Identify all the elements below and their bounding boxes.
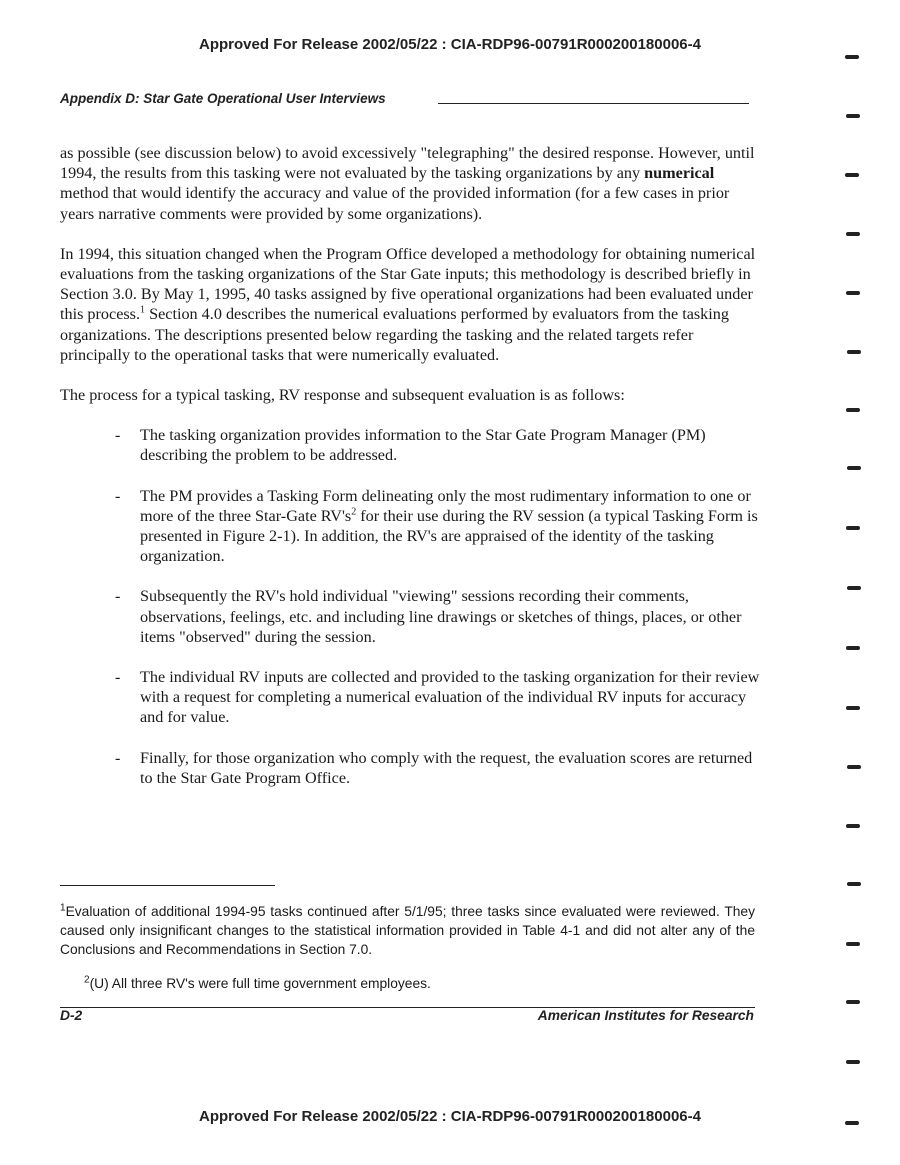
footnote-1: $^1$Evaluation of additional 1994-95 tasks continued after 5/1/95; three tasks since evaluated were reviewed. They caused only insignificant changes to the statistical information provided in Table 4-1 and did not alter any of the Conclusions and Recommendations in Section 7.0. <box>60 902 755 957</box>
margin-mark <box>846 706 860 710</box>
footnote-2: $^2$(U) All three RV's were full time government employees. <box>84 974 431 991</box>
margin-mark <box>847 882 861 886</box>
margin-mark <box>847 586 861 590</box>
bullet-dash: - <box>115 486 121 505</box>
margin-mark <box>846 646 860 650</box>
bullet-dash: - <box>115 748 121 767</box>
list-item: - Finally, for those organization who comply with the request, the evaluation scores are returned to the Star Gate Program Office. <box>115 748 753 787</box>
paragraph-2: In 1994, this situation changed when the Program Office developed a methodology for obtaining numerical evaluations from the tasking organizations of the Star Gate inputs; this methodology is described briefly in Section 3.0. By May 1, 1995, 40 tasks assigned by five operational organizations had been evaluated under this process.$^1$ Section 4.0 describes the numerical evaluations performed by evaluators from the tasking organizations. The descriptions presented below regarding the tasking and the related targets refer principally to the operational tasks that were numerically evaluated. <box>60 244 756 364</box>
page-number: D-2 <box>60 1008 83 1023</box>
bullet-dash: - <box>115 587 121 606</box>
margin-mark <box>846 291 860 295</box>
margin-mark <box>845 55 859 59</box>
margin-mark <box>846 1060 860 1064</box>
running-title: Appendix D: Star Gate Operational User Interviews <box>60 91 386 106</box>
margin-mark <box>845 1121 859 1125</box>
bullet-dash: - <box>115 668 121 687</box>
margin-mark <box>846 824 860 828</box>
list-item: - The tasking organization provides information to the Star Gate Program Manager (PM) describing the problem to be addressed. <box>115 426 706 465</box>
margin-mark <box>846 1000 860 1004</box>
footnote-separator <box>60 885 275 886</box>
emphasis-numerical: numerical <box>644 164 715 183</box>
margin-mark <box>847 466 861 470</box>
release-header: Approved For Release 2002/05/22 : CIA-RDP96-00791R000200180006-4 <box>199 36 701 53</box>
footnotes <box>60 902 755 1008</box>
footnote-ref-2: 2 <box>351 506 357 518</box>
running-title-rule <box>438 103 749 104</box>
release-footer: Approved For Release 2002/05/22 : CIA-RDP96-00791R000200180006-4 <box>199 1108 701 1125</box>
margin-mark <box>846 942 860 946</box>
body-text <box>60 143 765 808</box>
margin-mark <box>846 526 860 530</box>
list-item: - Subsequently the RV's hold individual "viewing" sessions recording their comments, observations, feelings, etc. and including line drawings or sketches of things, places, or other items "observed" during the session. <box>115 587 742 646</box>
footnote-ref-1: 1 <box>140 305 146 317</box>
margin-mark <box>846 232 860 236</box>
margin-mark <box>845 173 859 177</box>
list-item: - The individual RV inputs are collected and provided to the tasking organization for their review with a request for completing a numerical evaluation of the individual RV inputs for accuracy and for value. <box>115 668 760 727</box>
footer-organization: American Institutes for Research <box>537 1008 754 1023</box>
process-steps-list <box>60 425 765 788</box>
bullet-dash: - <box>115 426 121 445</box>
paragraph-1: as possible (see discussion below) to avoid excessively "telegraphing" the desired response. However, until 1994, the results from this tasking were not evaluated by the tasking organizations by any numerical method that would identify the accuracy and value of the provided information (for a few cases in prior years narrative comments were provided by some organizations). <box>60 144 755 223</box>
margin-mark <box>847 350 861 354</box>
margin-mark <box>846 114 860 118</box>
margin-mark <box>846 408 860 412</box>
margin-mark <box>847 765 861 769</box>
list-item: - The PM provides a Tasking Form delineating only the most rudimentary information to one or more of the three Star-Gate $RV's^2$ for their use during the RV session (a typical Tasking Form is presented in Figure 2-1). In addition, the RV's are appraised of the identity of the tasking organization. <box>115 486 758 566</box>
paragraph-3: The process for a typical tasking, RV response and subsequent evaluation is as follows: <box>60 386 625 405</box>
